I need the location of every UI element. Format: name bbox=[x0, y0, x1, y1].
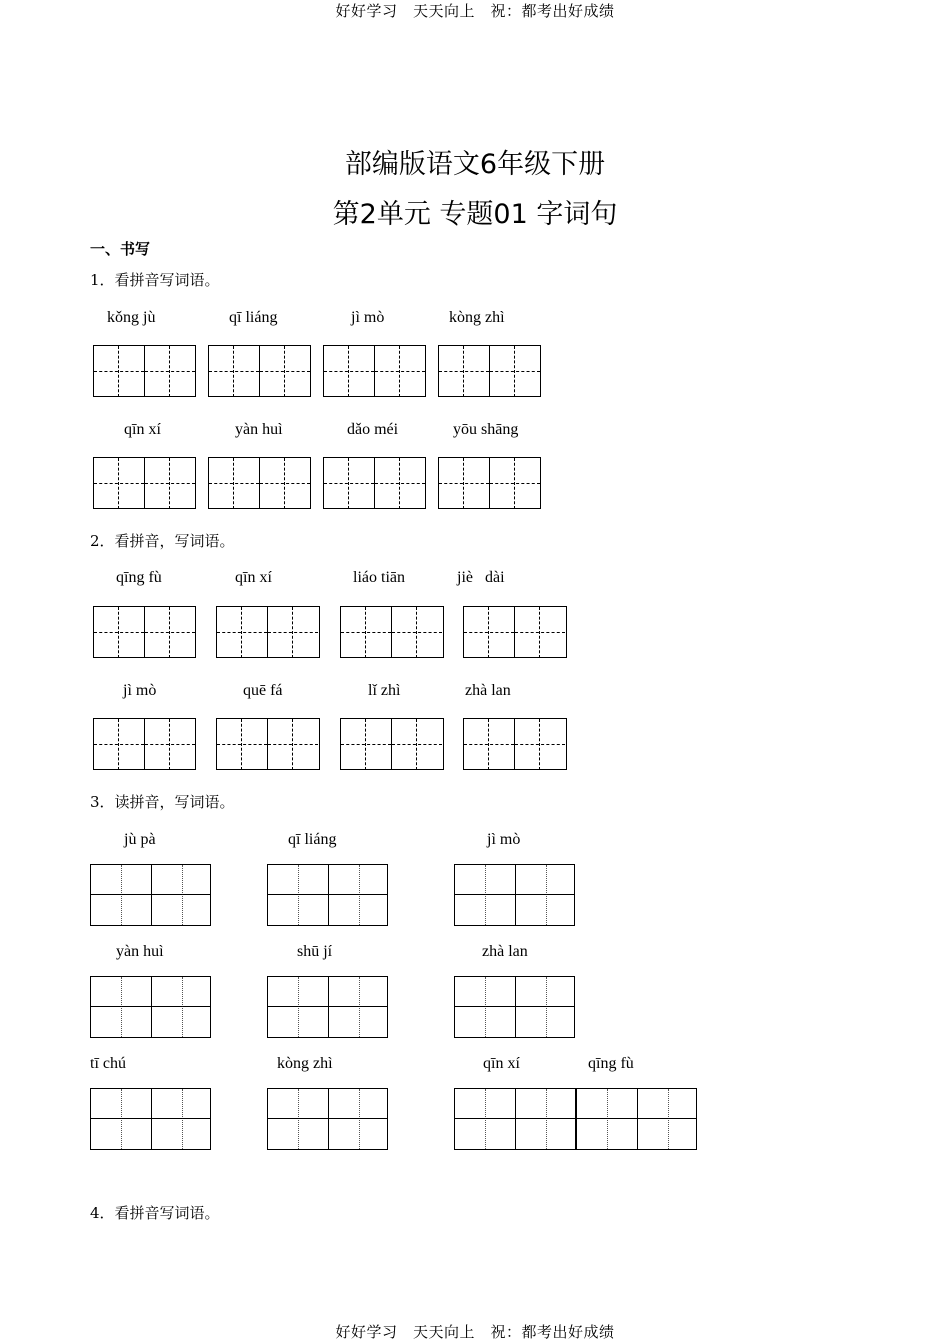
pinyin-label: tī chú bbox=[90, 1055, 126, 1072]
pinyin-label: jiè dài bbox=[457, 569, 505, 586]
pinyin-label: kǒng jù bbox=[107, 309, 156, 326]
pinyin-label: qī liáng bbox=[229, 309, 278, 326]
tianzige-answer-box[interactable] bbox=[463, 606, 567, 658]
page-footer: 好好学习 天天向上 祝：都考出好成绩 bbox=[335, 1323, 615, 1341]
tianzige-answer-box[interactable] bbox=[208, 345, 311, 397]
tianzige-answer-box[interactable] bbox=[267, 976, 388, 1038]
pinyin-label: lǐ zhì bbox=[368, 682, 401, 699]
tianzige-answer-box[interactable] bbox=[90, 864, 211, 926]
tianzige-answer-box[interactable] bbox=[93, 606, 196, 658]
tianzige-answer-box[interactable] bbox=[90, 976, 211, 1038]
tianzige-answer-box[interactable] bbox=[93, 718, 196, 770]
tianzige-answer-box[interactable] bbox=[208, 457, 311, 509]
pinyin-label: yàn huì bbox=[116, 943, 164, 960]
question-4-label: 4．看拼音写词语。 bbox=[90, 1204, 220, 1222]
question-3-label: 3．读拼音，写词语。 bbox=[90, 793, 235, 811]
pinyin-label: qīng fù bbox=[116, 569, 162, 586]
pinyin-label: quē fá bbox=[243, 682, 283, 699]
pinyin-label: yàn huì bbox=[235, 421, 283, 438]
tianzige-answer-box[interactable] bbox=[216, 606, 320, 658]
pinyin-label: shū jí bbox=[297, 943, 333, 960]
pinyin-label: dǎo méi bbox=[347, 421, 399, 438]
tianzige-answer-box[interactable] bbox=[90, 1088, 211, 1150]
page-subtitle: 第2单元 专题01 字词句 bbox=[332, 199, 618, 230]
pinyin-label: qīn xí bbox=[483, 1055, 520, 1072]
tianzige-answer-box[interactable] bbox=[438, 457, 541, 509]
question-2-label: 2．看拼音，写词语。 bbox=[90, 532, 235, 550]
tianzige-answer-box[interactable] bbox=[267, 1088, 388, 1150]
tianzige-answer-box[interactable] bbox=[340, 718, 444, 770]
pinyin-label: jì mò bbox=[351, 309, 385, 326]
section-heading: 一、书写 bbox=[90, 240, 151, 258]
tianzige-answer-box[interactable] bbox=[454, 976, 575, 1038]
pinyin-label: jì mò bbox=[487, 831, 521, 848]
tianzige-answer-box[interactable] bbox=[576, 1088, 697, 1150]
pinyin-label: liáo tiān bbox=[353, 569, 405, 586]
pinyin-label: qīn xí bbox=[235, 569, 272, 586]
pinyin-label: jù pà bbox=[124, 831, 156, 848]
pinyin-label: yōu shāng bbox=[453, 421, 519, 438]
pinyin-label: qīng fù bbox=[588, 1055, 634, 1072]
tianzige-answer-box[interactable] bbox=[93, 457, 196, 509]
page-header: 好好学习 天天向上 祝：都考出好成绩 bbox=[335, 2, 615, 20]
tianzige-answer-box[interactable] bbox=[454, 864, 575, 926]
pinyin-label: qīn xí bbox=[124, 421, 161, 438]
tianzige-answer-box[interactable] bbox=[323, 345, 426, 397]
tianzige-answer-box[interactable] bbox=[267, 864, 388, 926]
pinyin-label: kòng zhì bbox=[277, 1055, 333, 1072]
pinyin-label: jì mò bbox=[123, 682, 157, 699]
tianzige-answer-box[interactable] bbox=[340, 606, 444, 658]
tianzige-answer-box[interactable] bbox=[438, 345, 541, 397]
pinyin-label: zhà lan bbox=[482, 943, 528, 960]
tianzige-answer-box[interactable] bbox=[216, 718, 320, 770]
page-title: 部编版语文6年级下册 bbox=[344, 149, 606, 180]
tianzige-answer-box[interactable] bbox=[323, 457, 426, 509]
pinyin-label: zhà lan bbox=[465, 682, 511, 699]
tianzige-answer-box[interactable] bbox=[463, 718, 567, 770]
question-1-label: 1．看拼音写词语。 bbox=[90, 271, 220, 289]
pinyin-label: kòng zhì bbox=[449, 309, 505, 326]
tianzige-answer-box[interactable] bbox=[93, 345, 196, 397]
tianzige-answer-box[interactable] bbox=[454, 1088, 576, 1150]
pinyin-label: qī liáng bbox=[288, 831, 337, 848]
